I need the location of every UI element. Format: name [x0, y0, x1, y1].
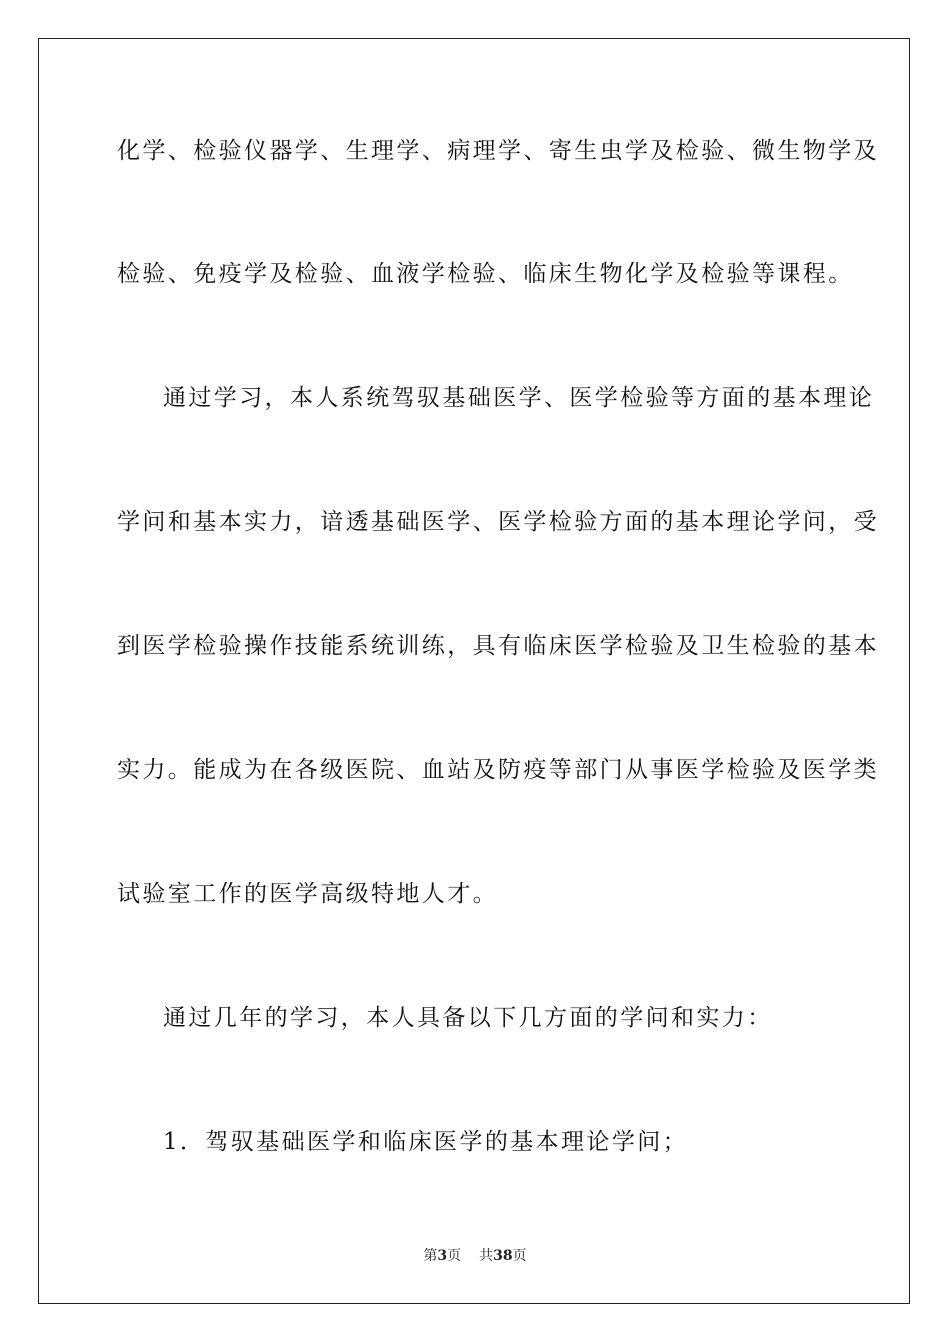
body-text-line: 实力。能成为在各级医院、血站及防疫等部门从事医学检验及医学类	[117, 757, 879, 783]
list-item: 1．驾驭基础医学和临床医学的基本理论学问；	[163, 1129, 689, 1155]
total-prefix: 共	[479, 1248, 494, 1264]
page-suffix: 页	[447, 1248, 462, 1264]
body-text-line: 到医学检验操作技能系统训练，具有临床医学检验及卫生检验的基本	[117, 633, 879, 659]
body-text-line: 化学、检验仪器学、生理学、病理学、寄生虫学及检验、微生物学及	[117, 138, 879, 164]
page-number: 3	[437, 1248, 448, 1264]
page-prefix: 第	[423, 1248, 438, 1264]
body-text-line: 检验、免疫学及检验、血液学检验、临床生物化学及检验等课程。	[117, 261, 854, 287]
paragraph-first-line: 通过几年的学习，本人具备以下几方面的学问和实力：	[163, 1005, 773, 1031]
total-suffix: 页	[512, 1248, 527, 1264]
page-border	[38, 38, 910, 1304]
body-text-line: 学问和基本实力，谙透基础医学、医学检验方面的基本理论学问，受	[117, 509, 879, 535]
page-footer	[0, 1247, 950, 1265]
body-text-line: 试验室工作的医学高级特地人才。	[117, 881, 498, 907]
paragraph-first-line: 通过学习，本人系统驾驭基础医学、医学检验等方面的基本理论	[163, 385, 875, 411]
total-pages: 38	[493, 1248, 513, 1264]
